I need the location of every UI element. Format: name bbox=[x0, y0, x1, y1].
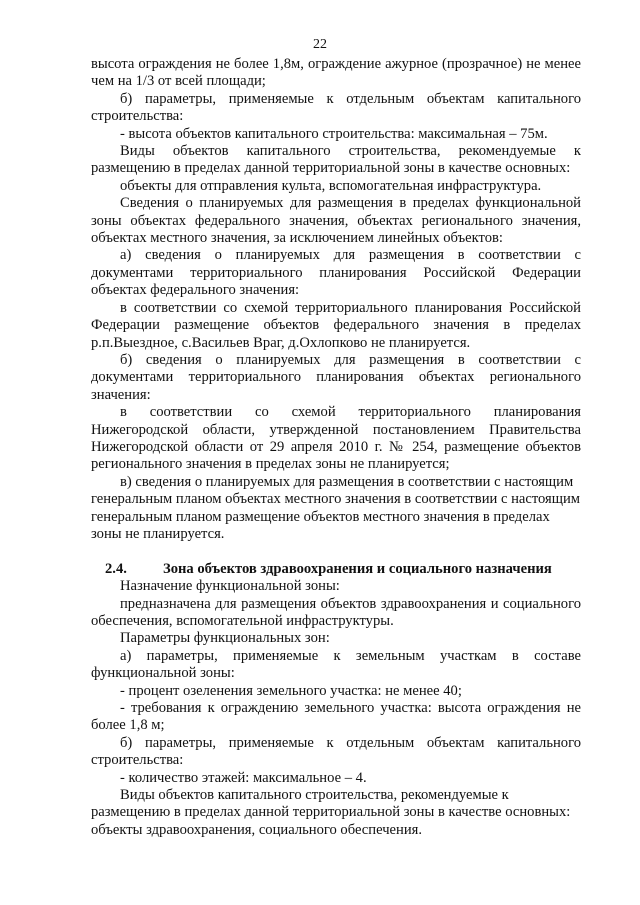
paragraph-regional-scheme: в соответствии со схемой территориального планирования Нижегородской области, утвержденной постановлением Правительства Нижегородской области от 29 апреля 2010 г. № 254, размещение объектов регионального значения в пределах зоны не планируется; bbox=[91, 404, 581, 473]
paragraph-zone-purpose-text: предназначена для размещения объектов здравоохранения и социального обеспечения, вспомогательной инфраструктуры. bbox=[91, 595, 581, 629]
page-number: 22 bbox=[313, 37, 327, 52]
paragraph-fence-requirements: - требования к ограждению земельного участка: высота ограждения не более 1,8 м; bbox=[91, 700, 581, 734]
section-title: Зона объектов здравоохранения и социального назначения bbox=[163, 560, 552, 577]
paragraph-federal-scheme: в соответствии со схемой территориального планирования Российской Федерации размещение объектов федерального значения в пределах р.п.Выездное, с.Васильев Враг, д.Охлопково не планируется. bbox=[91, 299, 581, 351]
paragraph-worship-objects: объекты для отправления культа, вспомогательная инфраструктура. bbox=[120, 177, 542, 194]
paragraph-zone-purpose: Назначение функциональной зоны: bbox=[120, 578, 340, 595]
paragraph-planned-objects-info: Сведения о планируемых для размещения в пределах функциональной зоны объектах федерального значения, объектах регионального значения, объектах местного значения, за исключением линейных объектов: bbox=[91, 195, 581, 247]
paragraph-allowed-uses: Виды объектов капитального строительства, рекомендуемые к размещению в пределах данной территориальной зоны в качестве основных: bbox=[91, 143, 581, 177]
paragraph-land-params: а) параметры, применяемые к земельным участкам в составе функциональной зоны: bbox=[91, 647, 581, 682]
paragraph-health-uses: Виды объектов капитального строительства, рекомендуемые к размещению в пределах данной территориальной зоны в качестве основных: объекты здравоохранения, социального обеспечения. bbox=[91, 787, 571, 838]
section-heading bbox=[91, 561, 581, 578]
paragraph-max-height: - высота объектов капитального строительства: максимальная – 75м. bbox=[120, 125, 548, 142]
paragraph-greening: - процент озеленения земельного участка: не менее 40; bbox=[120, 682, 462, 699]
paragraph-local-objects: в) сведения о планируемых для размещения в соответствии с настоящим генеральным планом объектах местного значения в соответствии с настоящим генеральным планом размещение объектов местного значения в пределах зоны не планируется. bbox=[91, 473, 581, 542]
page-content bbox=[91, 56, 581, 839]
paragraph-capital-params: б) параметры, применяемые к отдельным объектам капитального строительства: bbox=[91, 734, 581, 769]
paragraph-fence-height: высота ограждения не более 1,8м, ограждение ажурное (прозрачное) не менее чем на 1/3 от всей площади; bbox=[91, 56, 581, 90]
paragraph-federal-objects: а) сведения о планируемых для размещения в соответствии с документами территориального планирования Российской Федерации объектах федерального значения: bbox=[91, 247, 581, 299]
paragraph-floors: - количество этажей: максимальное – 4. bbox=[120, 769, 367, 786]
paragraph-zone-params: Параметры функциональных зон: bbox=[120, 630, 330, 647]
paragraph-regional-objects: б) сведения о планируемых для размещения в соответствии с документами территориального планирования объектах регионального значения: bbox=[91, 351, 581, 403]
paragraph-params-capital-objects: б) параметры, применяемые к отдельным объектам капитального строительства: bbox=[91, 90, 581, 125]
section-number: 2.4. bbox=[105, 560, 127, 577]
